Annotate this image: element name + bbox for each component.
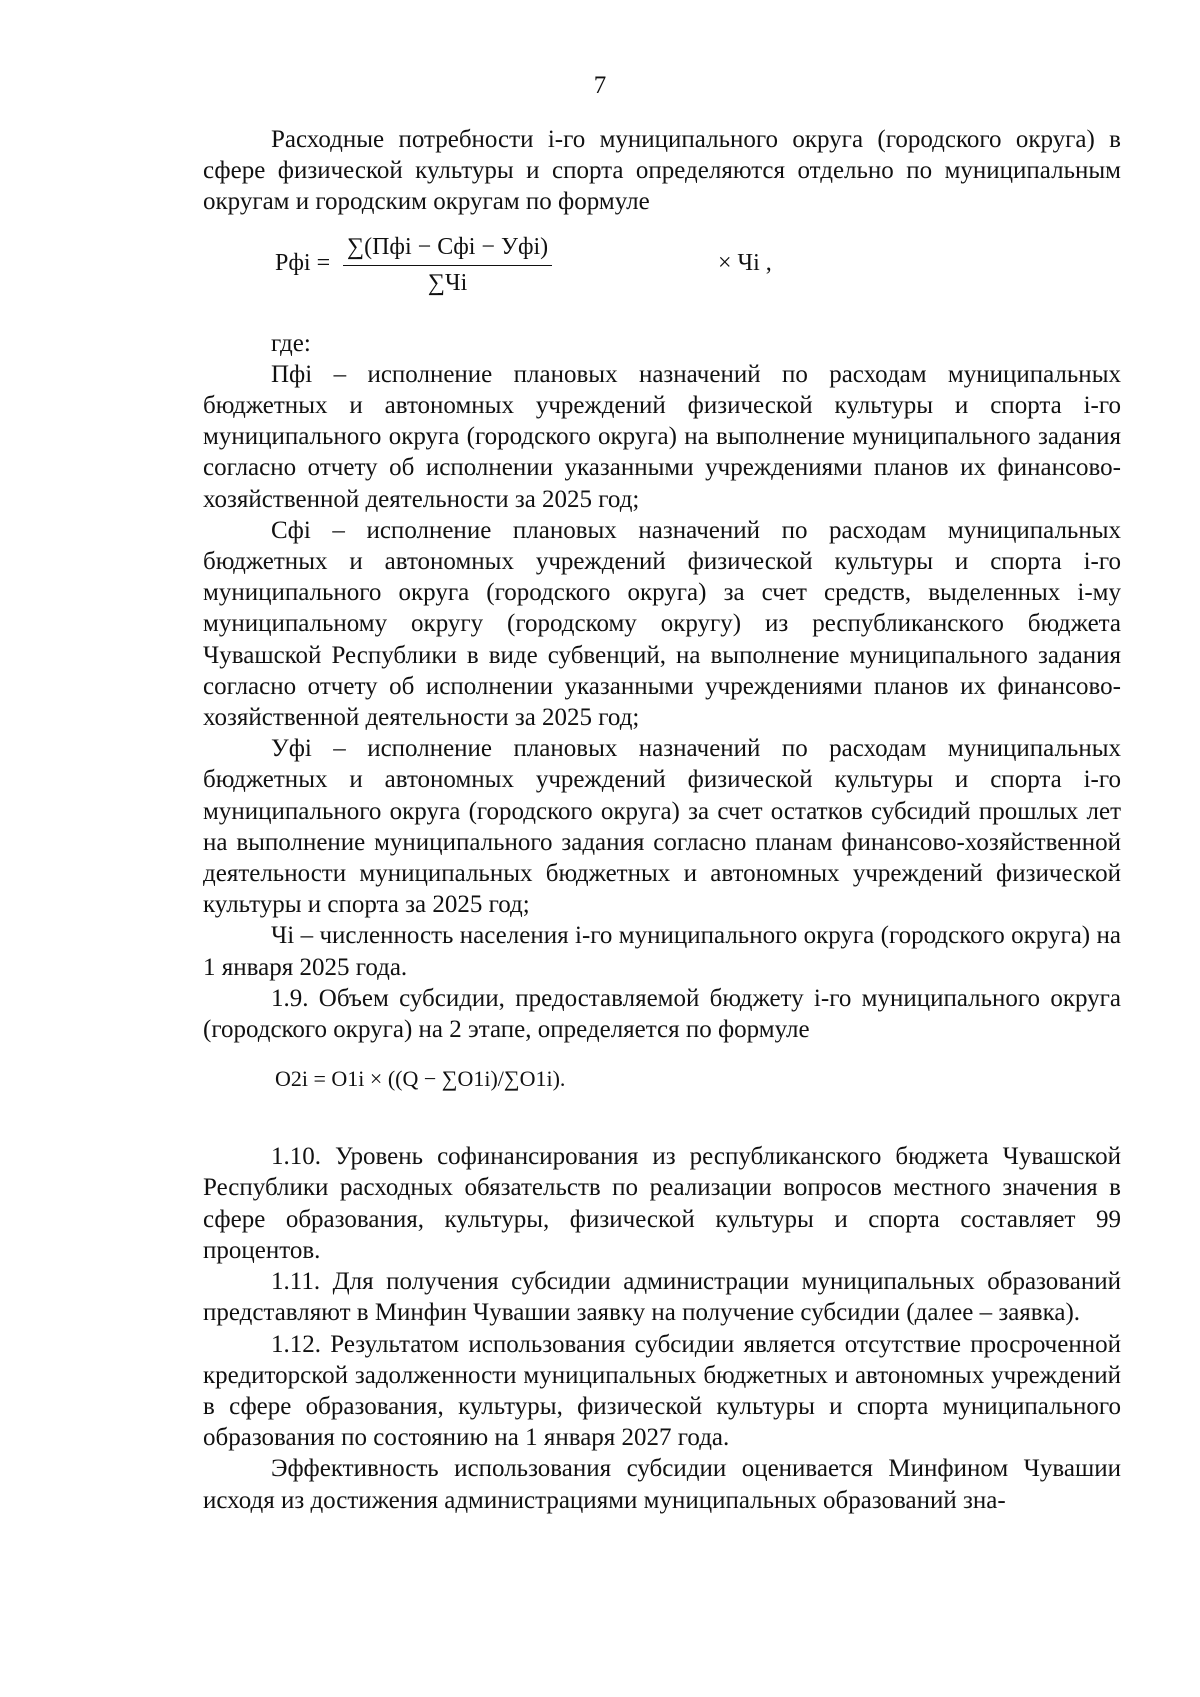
formula-rf-rhs: × Чi , [718,249,772,276]
paragraph-intro: Расходные потребности i-го муниципального округа (городского округа) в сфере физической культуры и спорта определяются отдельно по муниципальным округам и городским округам по формуле [203,126,1121,216]
paragraph-where: где: [271,329,311,357]
formula-rf-denominator: ∑Чi [427,269,468,296]
definition-pf: Пфi – исполнение плановых назначений по расходам муниципальных бюджетных и автономных учреждений физической культуры и спорта i-го муниципального округа (городского округа) на выполнение муниципального задания согласно отчету об исполнении указанными учреждениями планов их финансово-хозяйственной деятельности за 2025 год; [203,360,1121,513]
paragraph-1-9: 1.9. Объем субсидии, предоставляемой бюджету i-го муниципального округа (городского округа) на 2 этапе, определяется по формуле [203,984,1121,1044]
paragraph-1-12: 1.12. Результатом использования субсидии является отсутствие просроченной кредиторской задолженности муниципальных бюджетных и автономных учреждений в сфере образования, культуры, физической культуры и спорта муниципального образования по состоянию на 1 января 2027 года. [203,1330,1121,1452]
formula-rf-lhs: Рфi = [275,249,331,276]
definition-ch: Чi – численность населения i-го муниципального округа (городского округа) на 1 января 2025 года. [203,922,1121,981]
formula-rf-numerator: ∑(Пфi − Сфi − Уфi) [343,232,552,266]
definition-uf: Уфi – исполнение плановых назначений по расходам муниципальных бюджетных и автономных учреждений физической культуры и спорта i-го муниципального округа (городского округа) за счет остатков субсидий прошлых лет на выполнение муниципального задания согласно планам финансово-хозяйственной деятельности муниципальных бюджетных и автономных учреждений физической культуры и спорта за 2025 год; [203,735,1121,919]
page-number: 7 [593,72,607,99]
paragraph-efficiency: Эффективность использования субсидии оценивается Минфином Чувашии исходя из достижения администрациями муниципальных образований зна- [203,1455,1121,1514]
paragraph-1-10: 1.10. Уровень софинансирования из республиканского бюджета Чувашской Республики расходных обязательств по реализации вопросов местного значения в сфере образования, культуры, физической культуры и спорта составляет 99 процентов. [203,1143,1121,1264]
paragraph-1-11: 1.11. Для получения субсидии администрации муниципальных образований представляют в Минфин Чувашии заявку на получение субсидии (далее – заявка). [203,1268,1121,1327]
formula-o2-expression: O2i = O1i × ((Q − ∑O1i)/∑O1i). [275,1066,566,1092]
definition-sf: Сфi – исполнение плановых назначений по расходам муниципальных бюджетных и автономных учреждений физической культуры и спорта i-го муниципального округа (городского округа) за счет средств, выделенных i-му муниципальному округу (городскому округу) из республиканского бюджета Чувашской Республики в виде субвенций, на выполнение муниципального задания согласно отчету об исполнении указанными учреждениями планов их финансово-хозяйственной деятельности за 2025 год; [203,516,1121,732]
formula-rf-fraction [343,232,552,299]
formula-rf [203,218,1121,328]
formula-o2 [203,1045,1121,1141]
document-body [203,124,1121,1516]
